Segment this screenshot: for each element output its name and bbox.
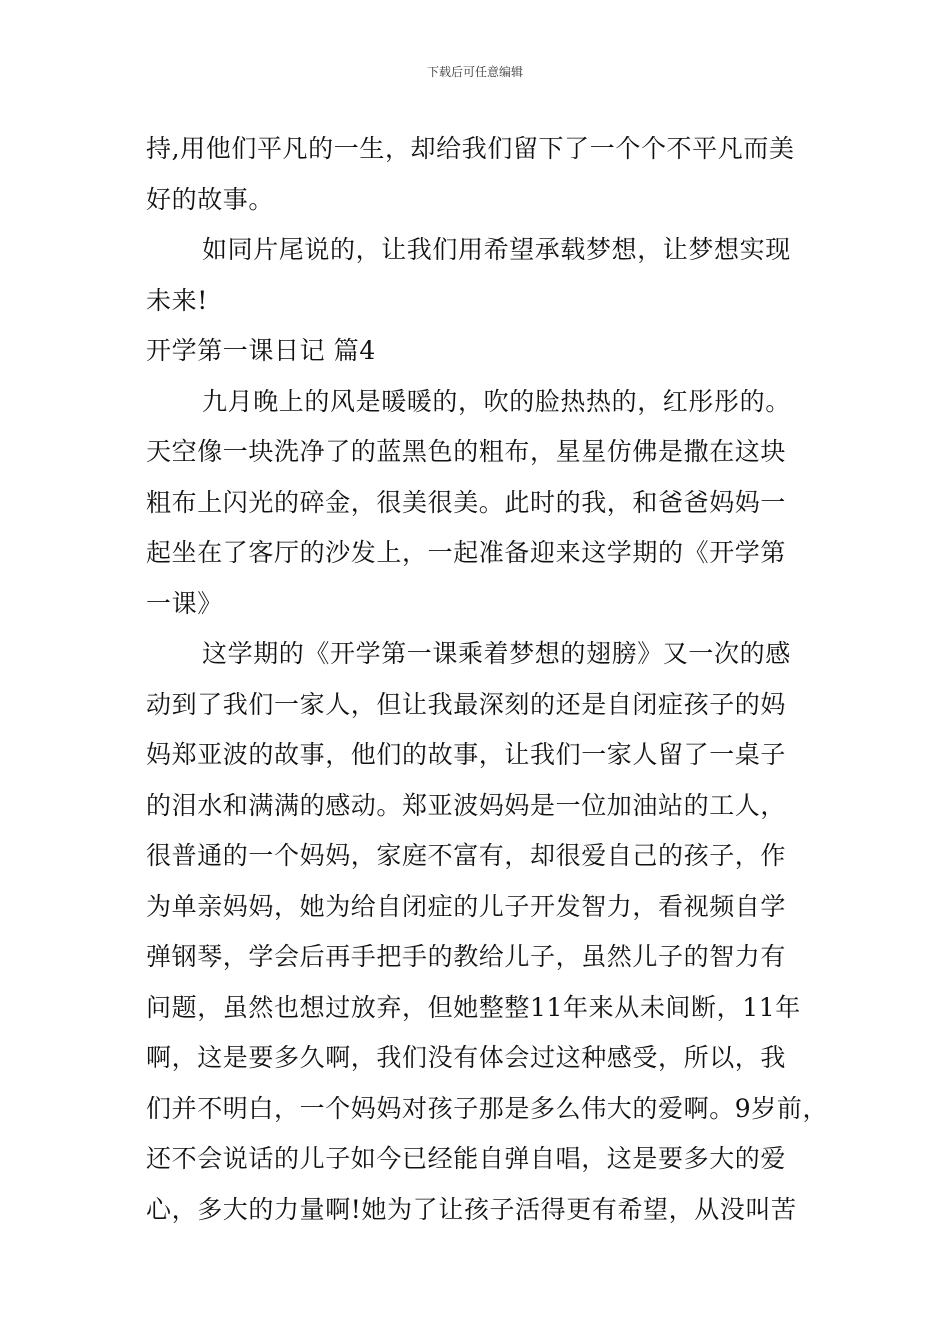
text-line: 问题，虽然也想过放弃，但她整整11年来从未间断，11年 [146,992,801,1022]
text-line: 心，多大的力量啊!她为了让孩子活得更有希望，从没叫苦 [146,1194,797,1224]
text-line: 为单亲妈妈，她为给自闭症的儿子开发智力，看视频自学 [146,891,787,921]
text-line: 天空像一块洗净了的蓝黑色的粗布，星星仿佛是撒在这块 [146,437,787,466]
text-line: 未来! [146,285,208,315]
document-body [146,124,829,1235]
text-line: 们并不明白，一个妈妈对孩子那是多么伟大的爱啊。9岁前， [146,1093,829,1123]
page-header: 下载后可任意编辑 [426,65,523,79]
text-line: 妈郑亚波的故事，他们的故事，让我们一家人留了一桌子 [146,740,787,769]
paragraph-start-line: 如同片尾说的，让我们用希望承载梦想，让梦想实现 [202,235,791,264]
text-line: 啊，这是要多久啊，我们没有体会过这种感受，所以，我 [146,1043,787,1072]
text-line: 弹钢琴，学会后再手把手的教给儿子，虽然儿子的智力有 [146,942,787,971]
paragraph-start-line: 这学期的《开学第一课乘着梦想的翅膀》又一次的感 [202,639,791,668]
text-line: 一课》 [146,588,223,618]
text-line: 很普通的一个妈妈，家庭不富有，却很爱自己的孩子，作 [146,841,787,870]
paragraph-start-line: 九月晚上的风是暖暖的，吹的脸热热的，红彤彤的。 [202,386,791,416]
text-line: 起坐在了客厅的沙发上，一起准备迎来这学期的《开学第 [146,538,787,567]
text-line: 还不会说话的儿子如今已经能自弹自唱，这是要多大的爱 [146,1144,787,1173]
section-heading: 开学第一课日记 篇4 [146,336,376,365]
text-line: 的泪水和满满的感动。郑亚波妈妈是一位加油站的工人， [146,790,787,820]
text-line: 好的故事。 [146,184,275,214]
text-line: 粗布上闪光的碎金，很美很美。此时的我，和爸爸妈妈一 [146,487,787,517]
text-line: 动到了我们一家人，但让我最深刻的还是自闭症孩子的妈 [146,689,787,719]
text-line: 持,用他们平凡的一生，却给我们留下了一个个不平凡而美 [146,134,795,163]
